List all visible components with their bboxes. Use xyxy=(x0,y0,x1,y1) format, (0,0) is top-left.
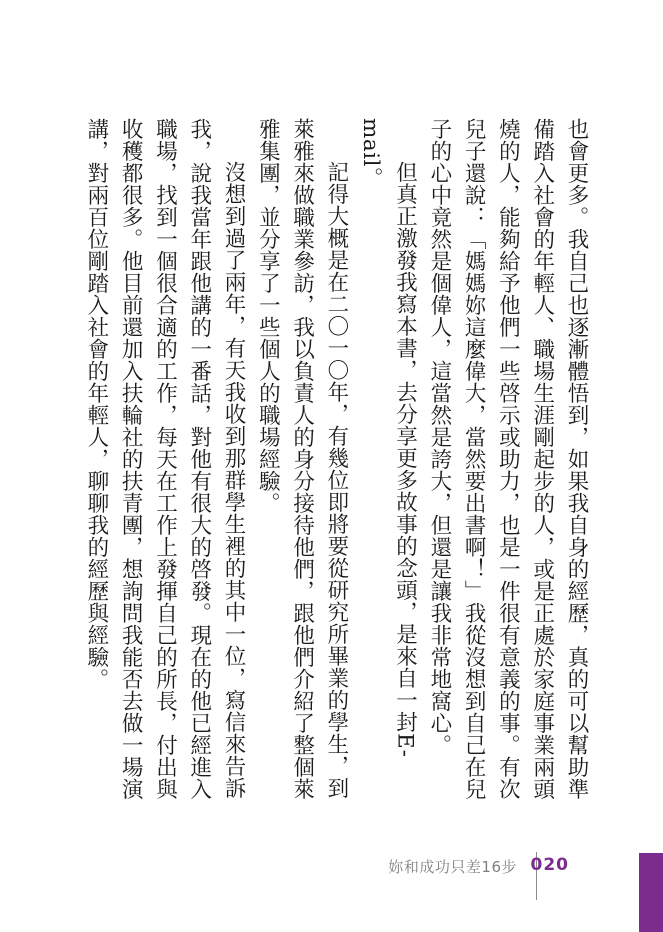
paragraph-2: 但真正激發我寫本書，去分享更多故事的念頭，是來自一封E-mail。 xyxy=(358,118,418,758)
paragraph-1: 也會更多。我自己也逐漸體悟到，如果我自身的經歷，真的可以幫助準備踏入社會的年輕人、職場生涯剛起步的人，或是正處於家庭事業兩頭燒的人，能夠給予他們一些啓示或助力，也是一件很有意義的事。有次兒子還說：「媽媽妳這麼偉大，當然要出書啊！」我從沒想到自己在兒子的心中竟然是個偉人，這當然是誇大，但還是讓我非常地窩心。 xyxy=(426,118,589,800)
chapter-tab xyxy=(639,853,663,932)
book-title: 妳和成功只差16步 xyxy=(388,858,517,876)
paragraph-4: 沒想到過了兩年，有天我收到那群學生裡的其中一位，寫信來告訴我，說我當年跟他講的一番話，對他有很大的啓發。現在的他已經進入職場，找到一個很合適的工作，每天在工作上發揮自己的所長，付出與收穫都很多。他目前還加入扶輪社的扶青團，想詢問我能否去做一場演講，對兩百位剛踏入社會的年輕人，聊聊我的經歷與經驗。 xyxy=(83,118,247,800)
paragraph-3: 記得大概是在二〇一〇年，有幾位即將要從研究所畢業的學生，到萊雅來做職業參訪，我以負責人的身分接待他們，跟他們介紹了整個萊雅集團，並分享了一些個人的職場經驗。 xyxy=(255,118,349,800)
page-number: 020 xyxy=(530,855,569,875)
body-text xyxy=(79,118,593,812)
page-footer xyxy=(0,852,663,892)
